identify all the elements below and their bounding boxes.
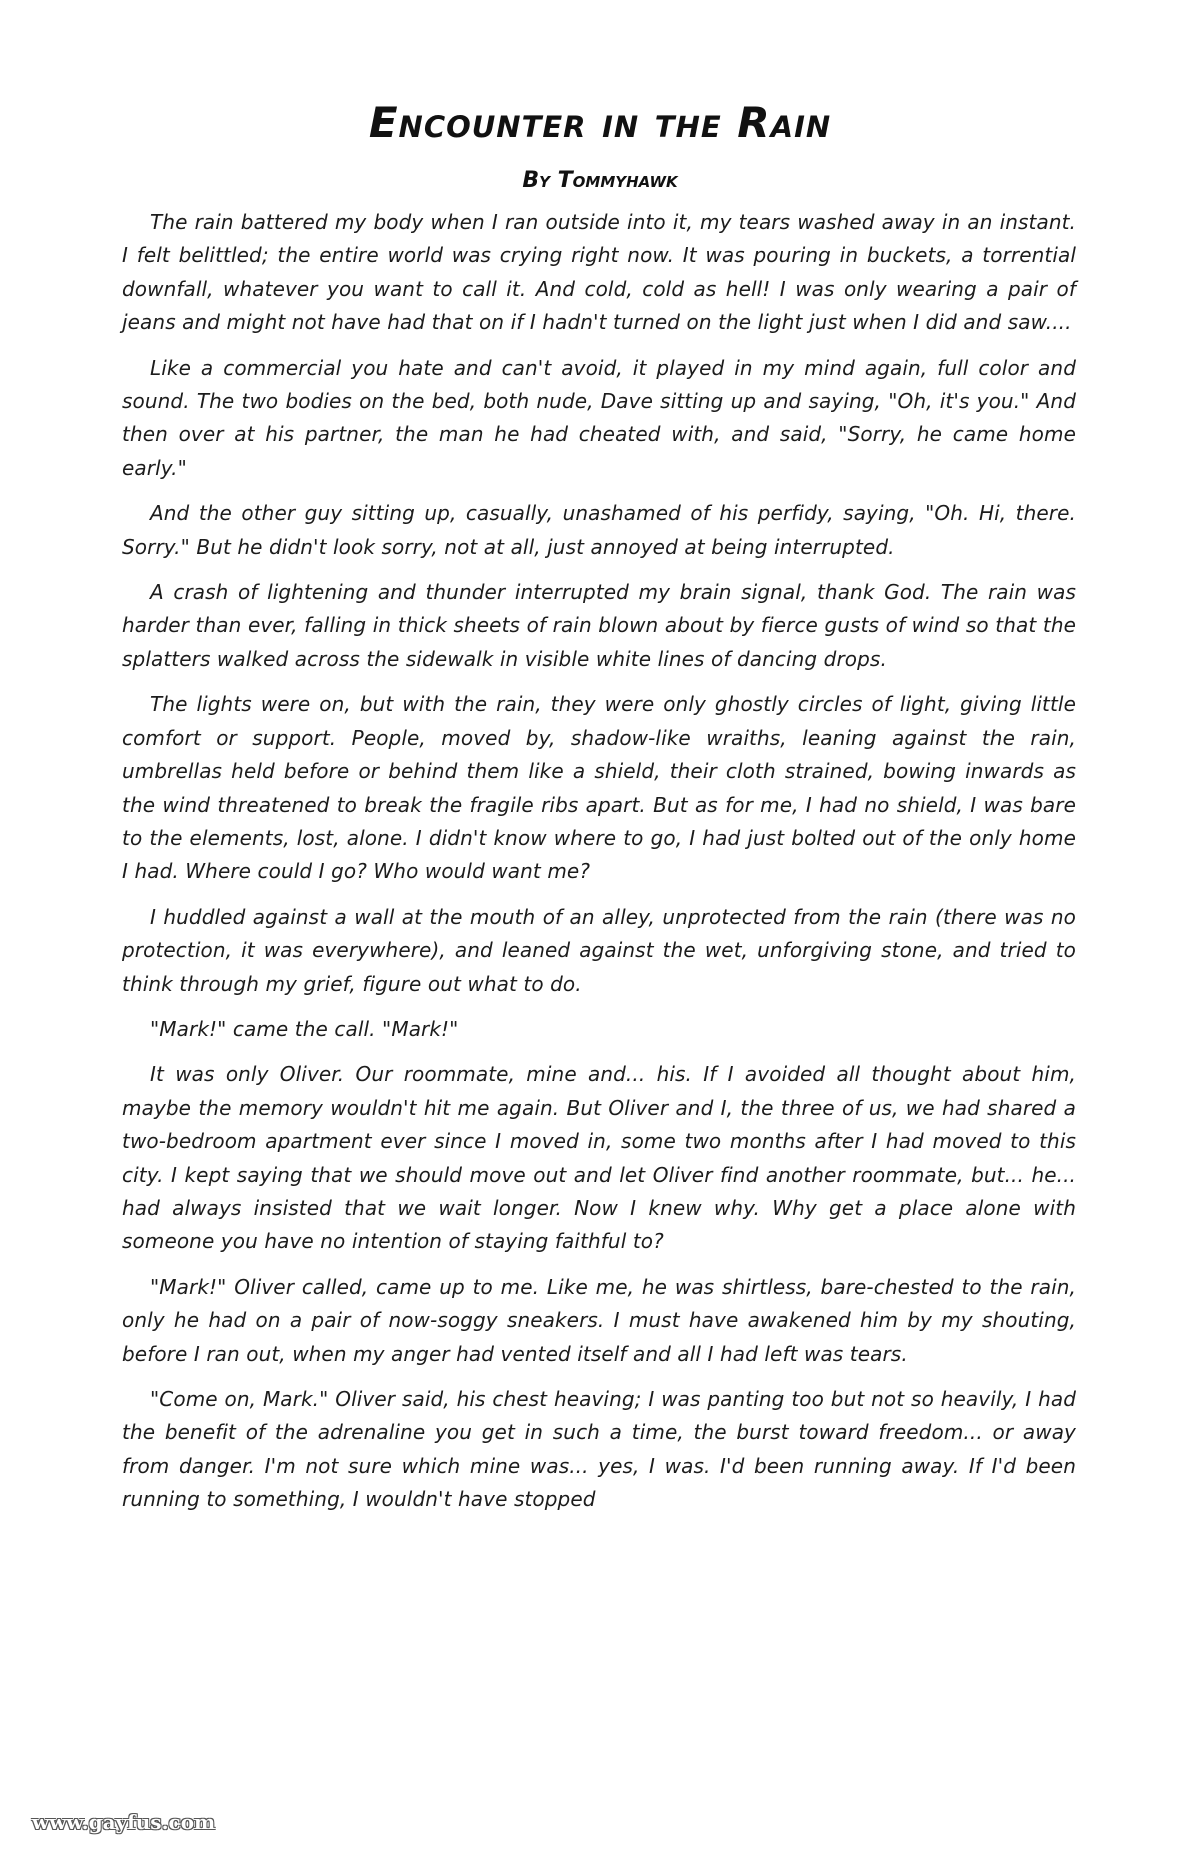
story-paragraph: "Mark!" came the call. "Mark!" xyxy=(150,1016,459,1041)
story-paragraph: It was only Oliver. Our roommate, mine and... his. If I avoided all thought about him, maybe the memory wouldn't hit me again. But Oliver and I, the three of us, we had shared a two-bedroom apartment ever since I moved in, some two months after I had moved to this city. I kept saying that we should move out and let Oliver find another roommate, but... he... had always insisted that we wait longer. Now I knew why. Why get a place alone with someone you have no intention of staying faithful to? xyxy=(122,1062,1076,1254)
site-watermark: www.gayfus.com xyxy=(32,1810,216,1834)
story-paragraph: Like a commercial you hate and can't avoid, it played in my mind again, full color and sound. The two bodies on the bed, both nude, Dave sitting up and saying, "Oh, it's you." And then over at his partner, the man he had cheated with, and said, "Sorry, he came home early." xyxy=(122,355,1076,480)
story-body xyxy=(122,206,1076,1529)
story-paragraph: And the other guy sitting up, casually, unashamed of his perfidy, saying, "Oh. Hi, there. Sorry." But he didn't look sorry, not at all, just annoyed at being interrupted. xyxy=(122,501,1076,559)
story-paragraph: A crash of lightening and thunder interrupted my brain signal, thank God. The rain was harder than ever, falling in thick sheets of rain blown about by fierce gusts of wind so that the splatters walked across the sidewalk in visible white lines of dancing drops. xyxy=(122,580,1076,671)
story-paragraph: "Come on, Mark." Oliver said, his chest heaving; I was panting too but not so heavily, I had the benefit of the adrenaline you get in such a time, the burst toward freedom... or away from danger. I'm not sure which mine was... yes, I was. I'd been running away. If I'd been running to something, I wouldn't have stopped xyxy=(122,1387,1076,1512)
story-paragraph: The lights were on, but with the rain, they were only ghostly circles of light, giving little comfort or support. People, moved by, shadow-like wraiths, leaning against the rain, umbrellas held before or behind them like a shield, their cloth strained, bowing inwards as the wind threatened to break the fragile ribs apart. But as for me, I had no shield, I was bare to the elements, lost, alone. I didn't know where to go, I had just bolted out of the only home I had. Where could I go? Who would want me? xyxy=(122,692,1076,884)
story-paragraph: The rain battered my body when I ran outside into it, my tears washed away in an instant. I felt belittled; the entire world was crying right now. It was pouring in buckets, a torrential downfall, whatever you want to call it. And cold, cold as hell! I was only wearing a pair of jeans and might not have had that on if I hadn't turned on the light just when I did and saw.... xyxy=(122,210,1076,335)
story-paragraph: "Mark!" Oliver called, came up to me. Like me, he was shirtless, bare-chested to the rain, only he had on a pair of now-soggy sneakers. I must have awakened him by my shouting, before I ran out, when my anger had vented itself and all I had left was tears. xyxy=(122,1274,1076,1366)
story-paragraph: I huddled against a wall at the mouth of an alley, unprotected from the rain (there was no protection, it was everywhere), and leaned against the wet, unforgiving stone, and tried to think through my grief, figure out what to do. xyxy=(122,904,1076,996)
story-title: Encounter in the Rain xyxy=(368,98,832,147)
story-byline: By Tommyhawk xyxy=(522,168,678,193)
